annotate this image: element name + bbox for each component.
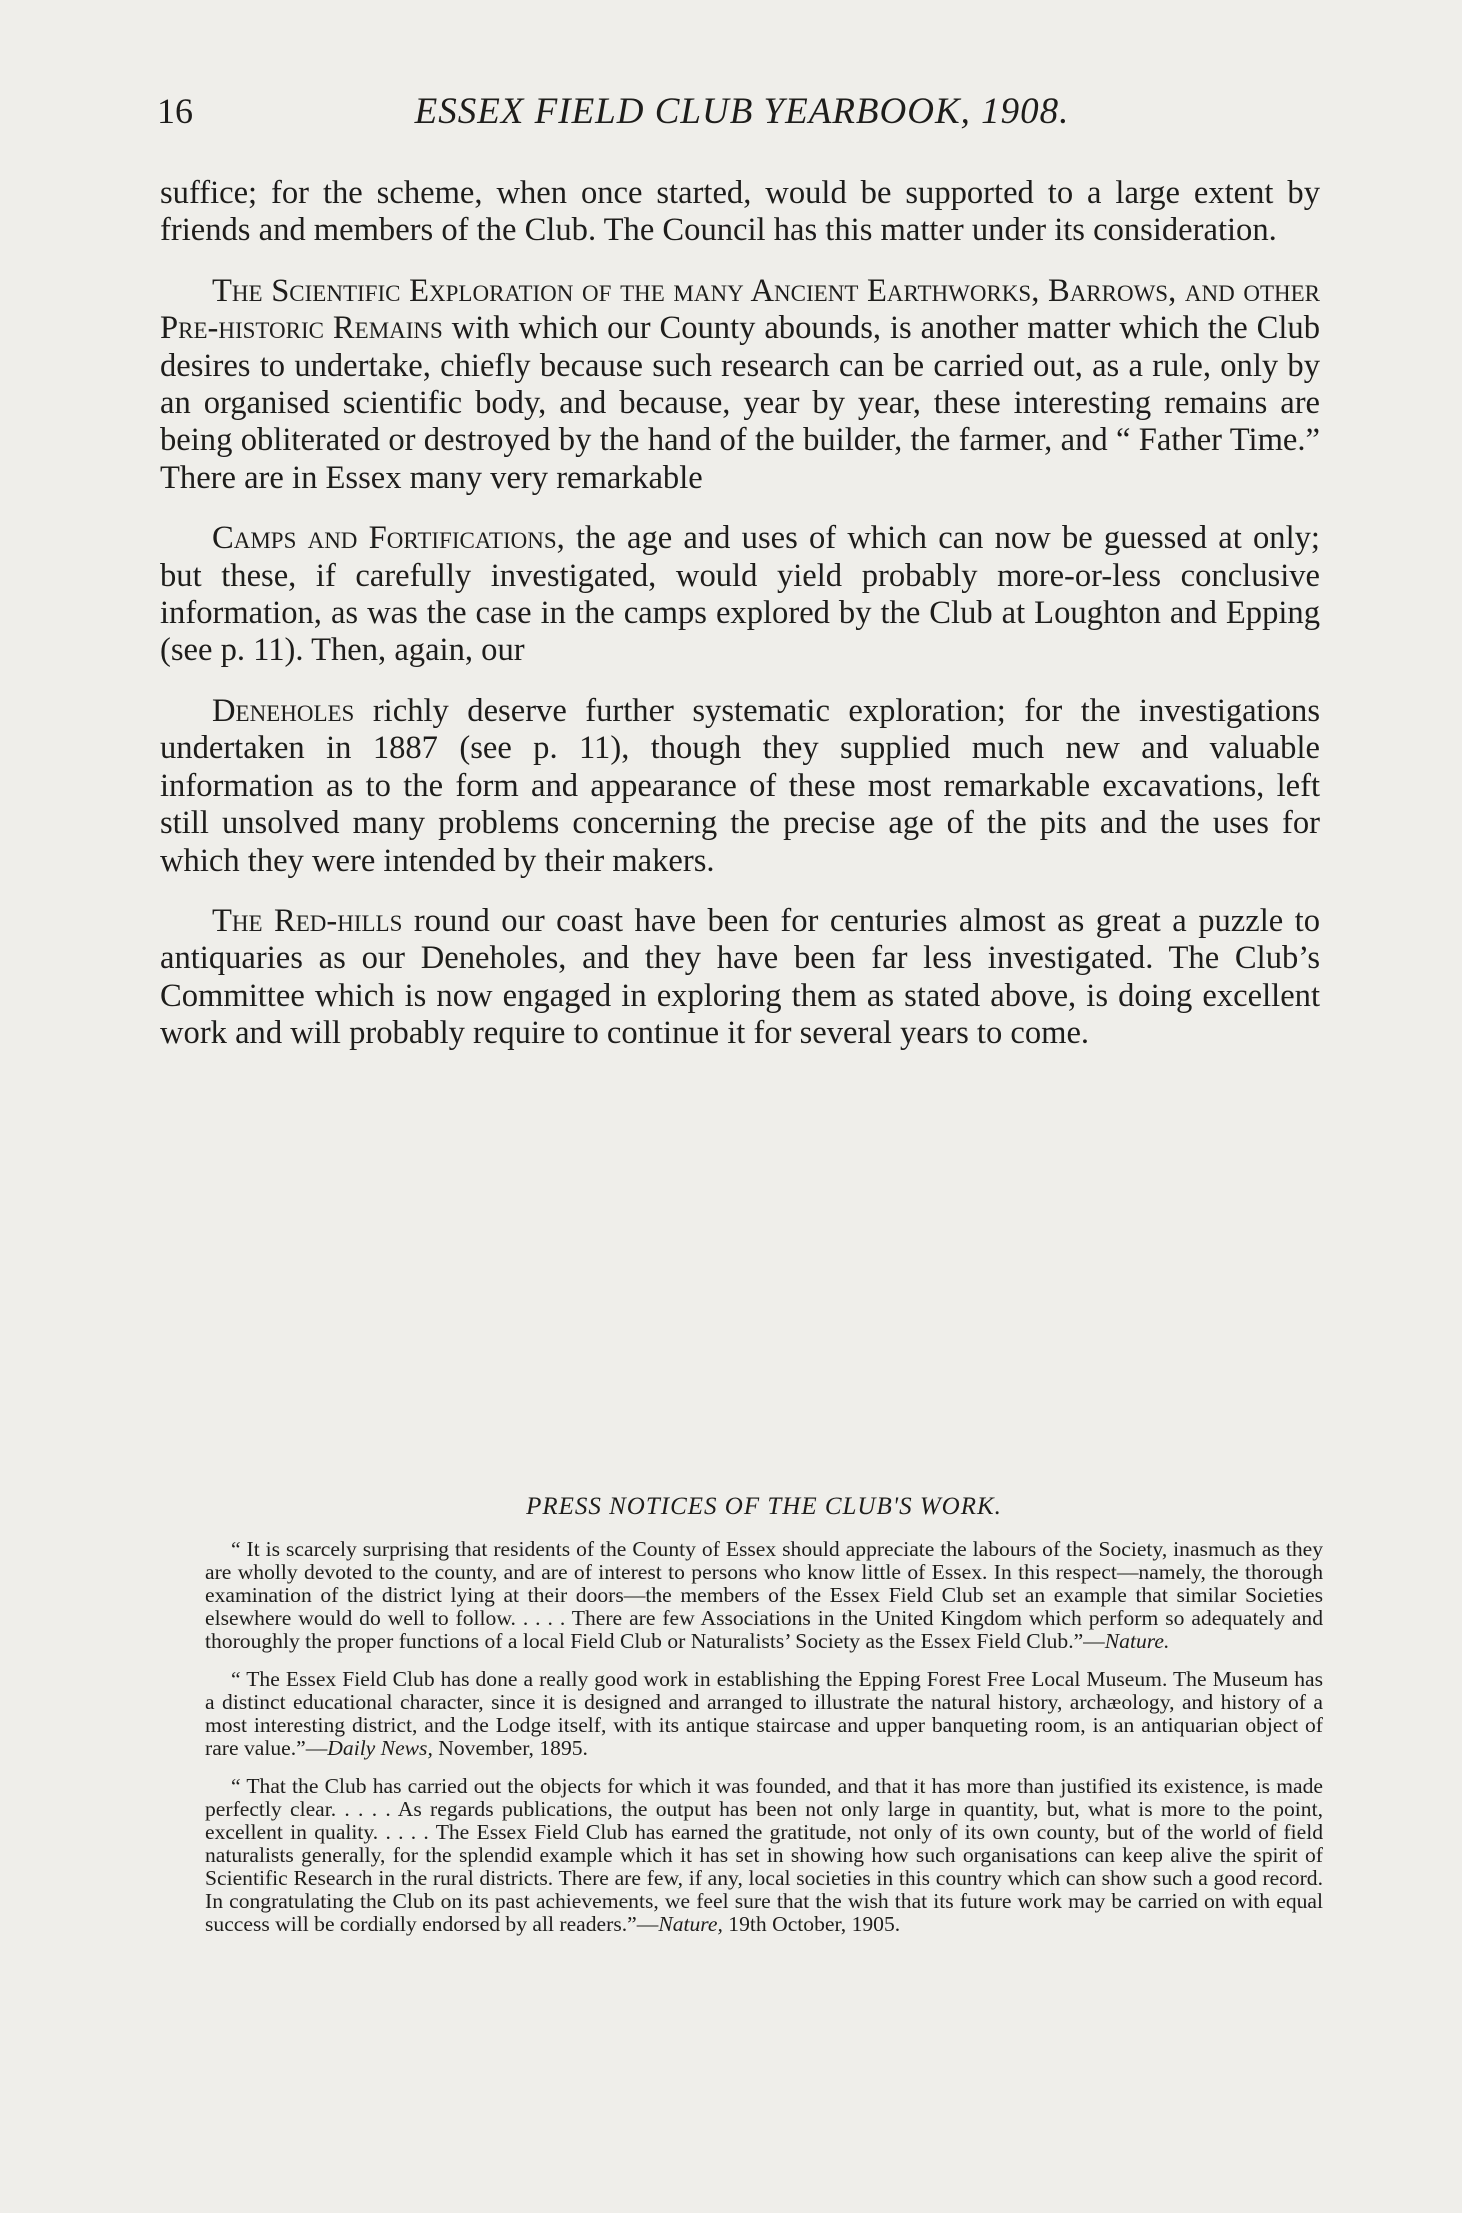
notice-source: Nature, xyxy=(658,1912,723,1936)
press-notice xyxy=(205,1775,1323,1936)
section-heading: The Scientific Exploration of the many Ancient Earthworks, Barrows, and other Pre-historic Remains xyxy=(160,272,1320,347)
notice-source: Nature. xyxy=(1104,1629,1170,1653)
notice-date: 19th October, 1905. xyxy=(722,1912,901,1936)
paragraph-text: round our coast have been for centuries almost as great a puzzle to antiquaries as our Deneholes, and they have been far less investigated. The Club’s Committee which is now engaged in exploring them as stated above, is doing excellent work and will probably require to continue it for several years to come. xyxy=(160,902,1320,1052)
paragraph-earthworks xyxy=(160,273,1320,497)
running-title: ESSEX FIELD CLUB YEARBOOK, 1908. xyxy=(414,91,1070,132)
page-number: 16 xyxy=(157,91,193,131)
press-notice xyxy=(205,1538,1323,1653)
paragraph-scheme xyxy=(160,175,1320,250)
section-heading: The Red-hills xyxy=(212,902,403,939)
press-notice xyxy=(205,1668,1323,1760)
page-header xyxy=(157,90,1327,134)
paragraph-text: richly deserve further systematic exploration; for the investigations undertaken in 1887 (see p. 11), though they supplied much new and valuable information as to the form and appearance of these most remarkable excavations, left still unsolved many problems concerning the precise age of the pits and the uses for which they were intended by their makers. xyxy=(160,692,1320,879)
paragraph-text: , the age and uses of which can now be guessed at only; but these, if carefully investigated, would yield probably more-or-less conclusive information, as was the case in the camps explored by the Club at Loughton and Epping (see p. 11). Then, again, our xyxy=(160,520,1320,669)
notice-source: Daily News, xyxy=(327,1736,433,1760)
notice-text: “ That the Club has carried out the objects for which it was founded, and that it has more than justified its existence, is made perfectly clear. . . . . As regards publications, the output has been not only large in quantity, but, what is more to the point, excellent in quality. . . . . The Essex Field Club has earned the gratitude, not only of its own county, but of the world of field naturalists generally, for the splendid example which it has set in showing how such organisations can keep alive the spirit of Scientific Research in the rural districts. There are few, if any, local societies in this country which can show such a good record. In congratulating the Club on its past achievements, we feel sure that the wish that its future work may be carried on with equal success will be cordially endorsed by all readers.”— xyxy=(205,1774,1323,1936)
main-text xyxy=(160,175,1320,1076)
section-heading: Deneholes xyxy=(212,692,355,729)
notice-text: “ The Essex Field Club has done a really good work in establishing the Epping Forest Free Local Museum. The Museum has a distinct educational character, since it is designed and arranged to illustrate the natural history, archæology, and history of a most interesting district, and the Lodge itself, with its antique staircase and upper banqueting room, is an antiquarian object of rare value.”— xyxy=(205,1667,1323,1760)
paragraph-deneholes xyxy=(160,693,1320,880)
notice-date: November, 1895. xyxy=(432,1736,588,1760)
press-notices-title: PRESS NOTICES OF THE CLUB'S WORK. xyxy=(526,1493,1002,1520)
paragraph-red-hills xyxy=(160,903,1320,1053)
notice-text: “ It is scarcely surprising that residents of the County of Essex should appreciate the labours of the Society, inasmuch as they are wholly devoted to the county, and are of interest to persons who know little of Essex. In this respect—namely, the thorough examination of the district lying at their doors—the members of the Essex Field Club set an example that similar Societies elsewhere would do well to follow. . . . . There are few Associations in the United Kingdom which perform so adequately and thoroughly the proper functions of a local Field Club or Naturalists’ Society as the Essex Field Club.”— xyxy=(205,1537,1323,1653)
press-notices xyxy=(205,1495,1323,1951)
paragraph-camps xyxy=(160,520,1320,670)
paragraph-text: with which our County abounds, is another matter which the Club desires to undertake, chiefly because such research can be carried out, as a rule, only by an organised scientific body, and because, year by year, these interesting remains are being obliterated or destroyed by the hand of the builder, the farmer, and “ Father Time.” There are in Essex many very remarkable xyxy=(160,310,1320,496)
section-heading: Camps and Fortifications xyxy=(212,520,557,557)
paragraph-text: suffice; for the scheme, when once started, would be supported to a large extent by friends and members of the Club. The Council has this matter under its consideration. xyxy=(160,175,1320,249)
